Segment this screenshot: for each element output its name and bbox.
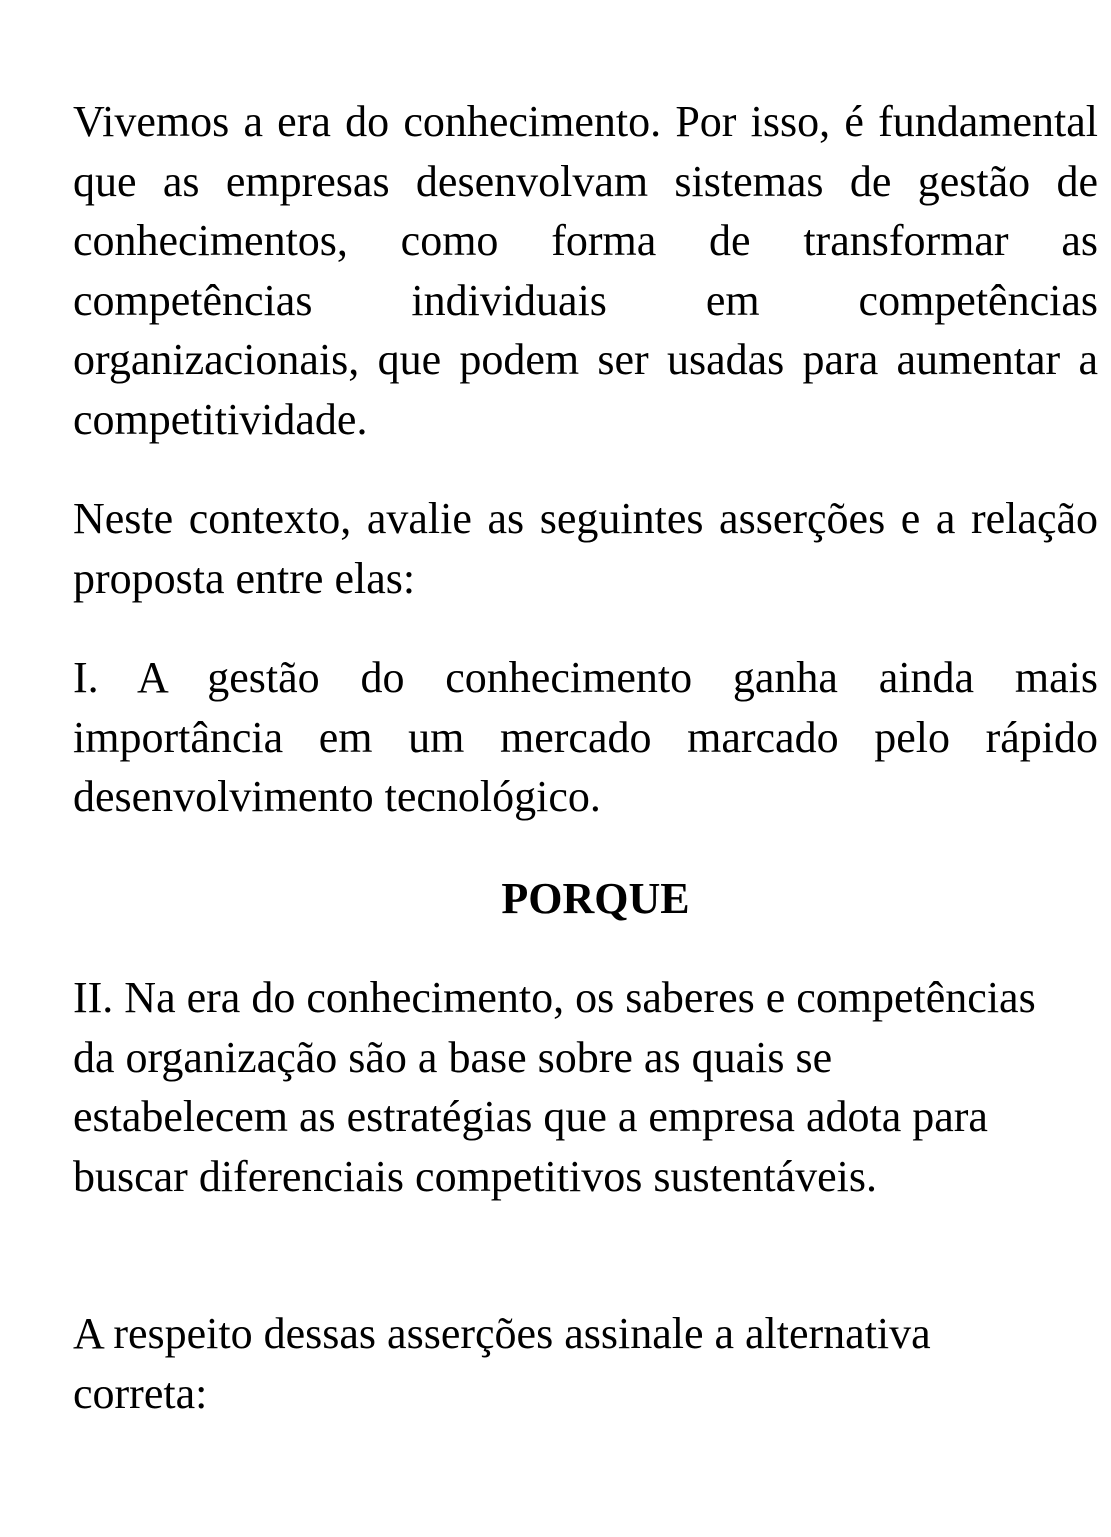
question-document <box>73 92 1098 1423</box>
intro-paragraph: Vivemos a era do conhecimento. Por isso, é fundamental que as empresas desenvolvam sistemas de gestão de conhecimentos, como forma de transformar as competências individuais em competências organizacionais, que podem ser usadas para aumentar a competitividade. <box>73 97 1098 444</box>
assertion-2-paragraph: II. Na era do conhecimento, os saberes e competências da organização são a base sobre as quais se estabelecem as estratégias que a empresa adota para buscar diferenciais competitivos sustentáveis. <box>73 973 1036 1201</box>
connector-heading: PORQUE <box>501 873 690 923</box>
assertion-1-paragraph: I. A gestão do conhecimento ganha ainda mais importância em um mercado marcado pelo rápido desenvolvimento tecnológico. <box>73 653 1098 821</box>
question-prompt: A respeito dessas asserções assinale a alternativa correta: <box>73 1309 931 1418</box>
context-paragraph: Neste contexto, avalie as seguintes asserções e a relação proposta entre elas: <box>73 494 1098 603</box>
